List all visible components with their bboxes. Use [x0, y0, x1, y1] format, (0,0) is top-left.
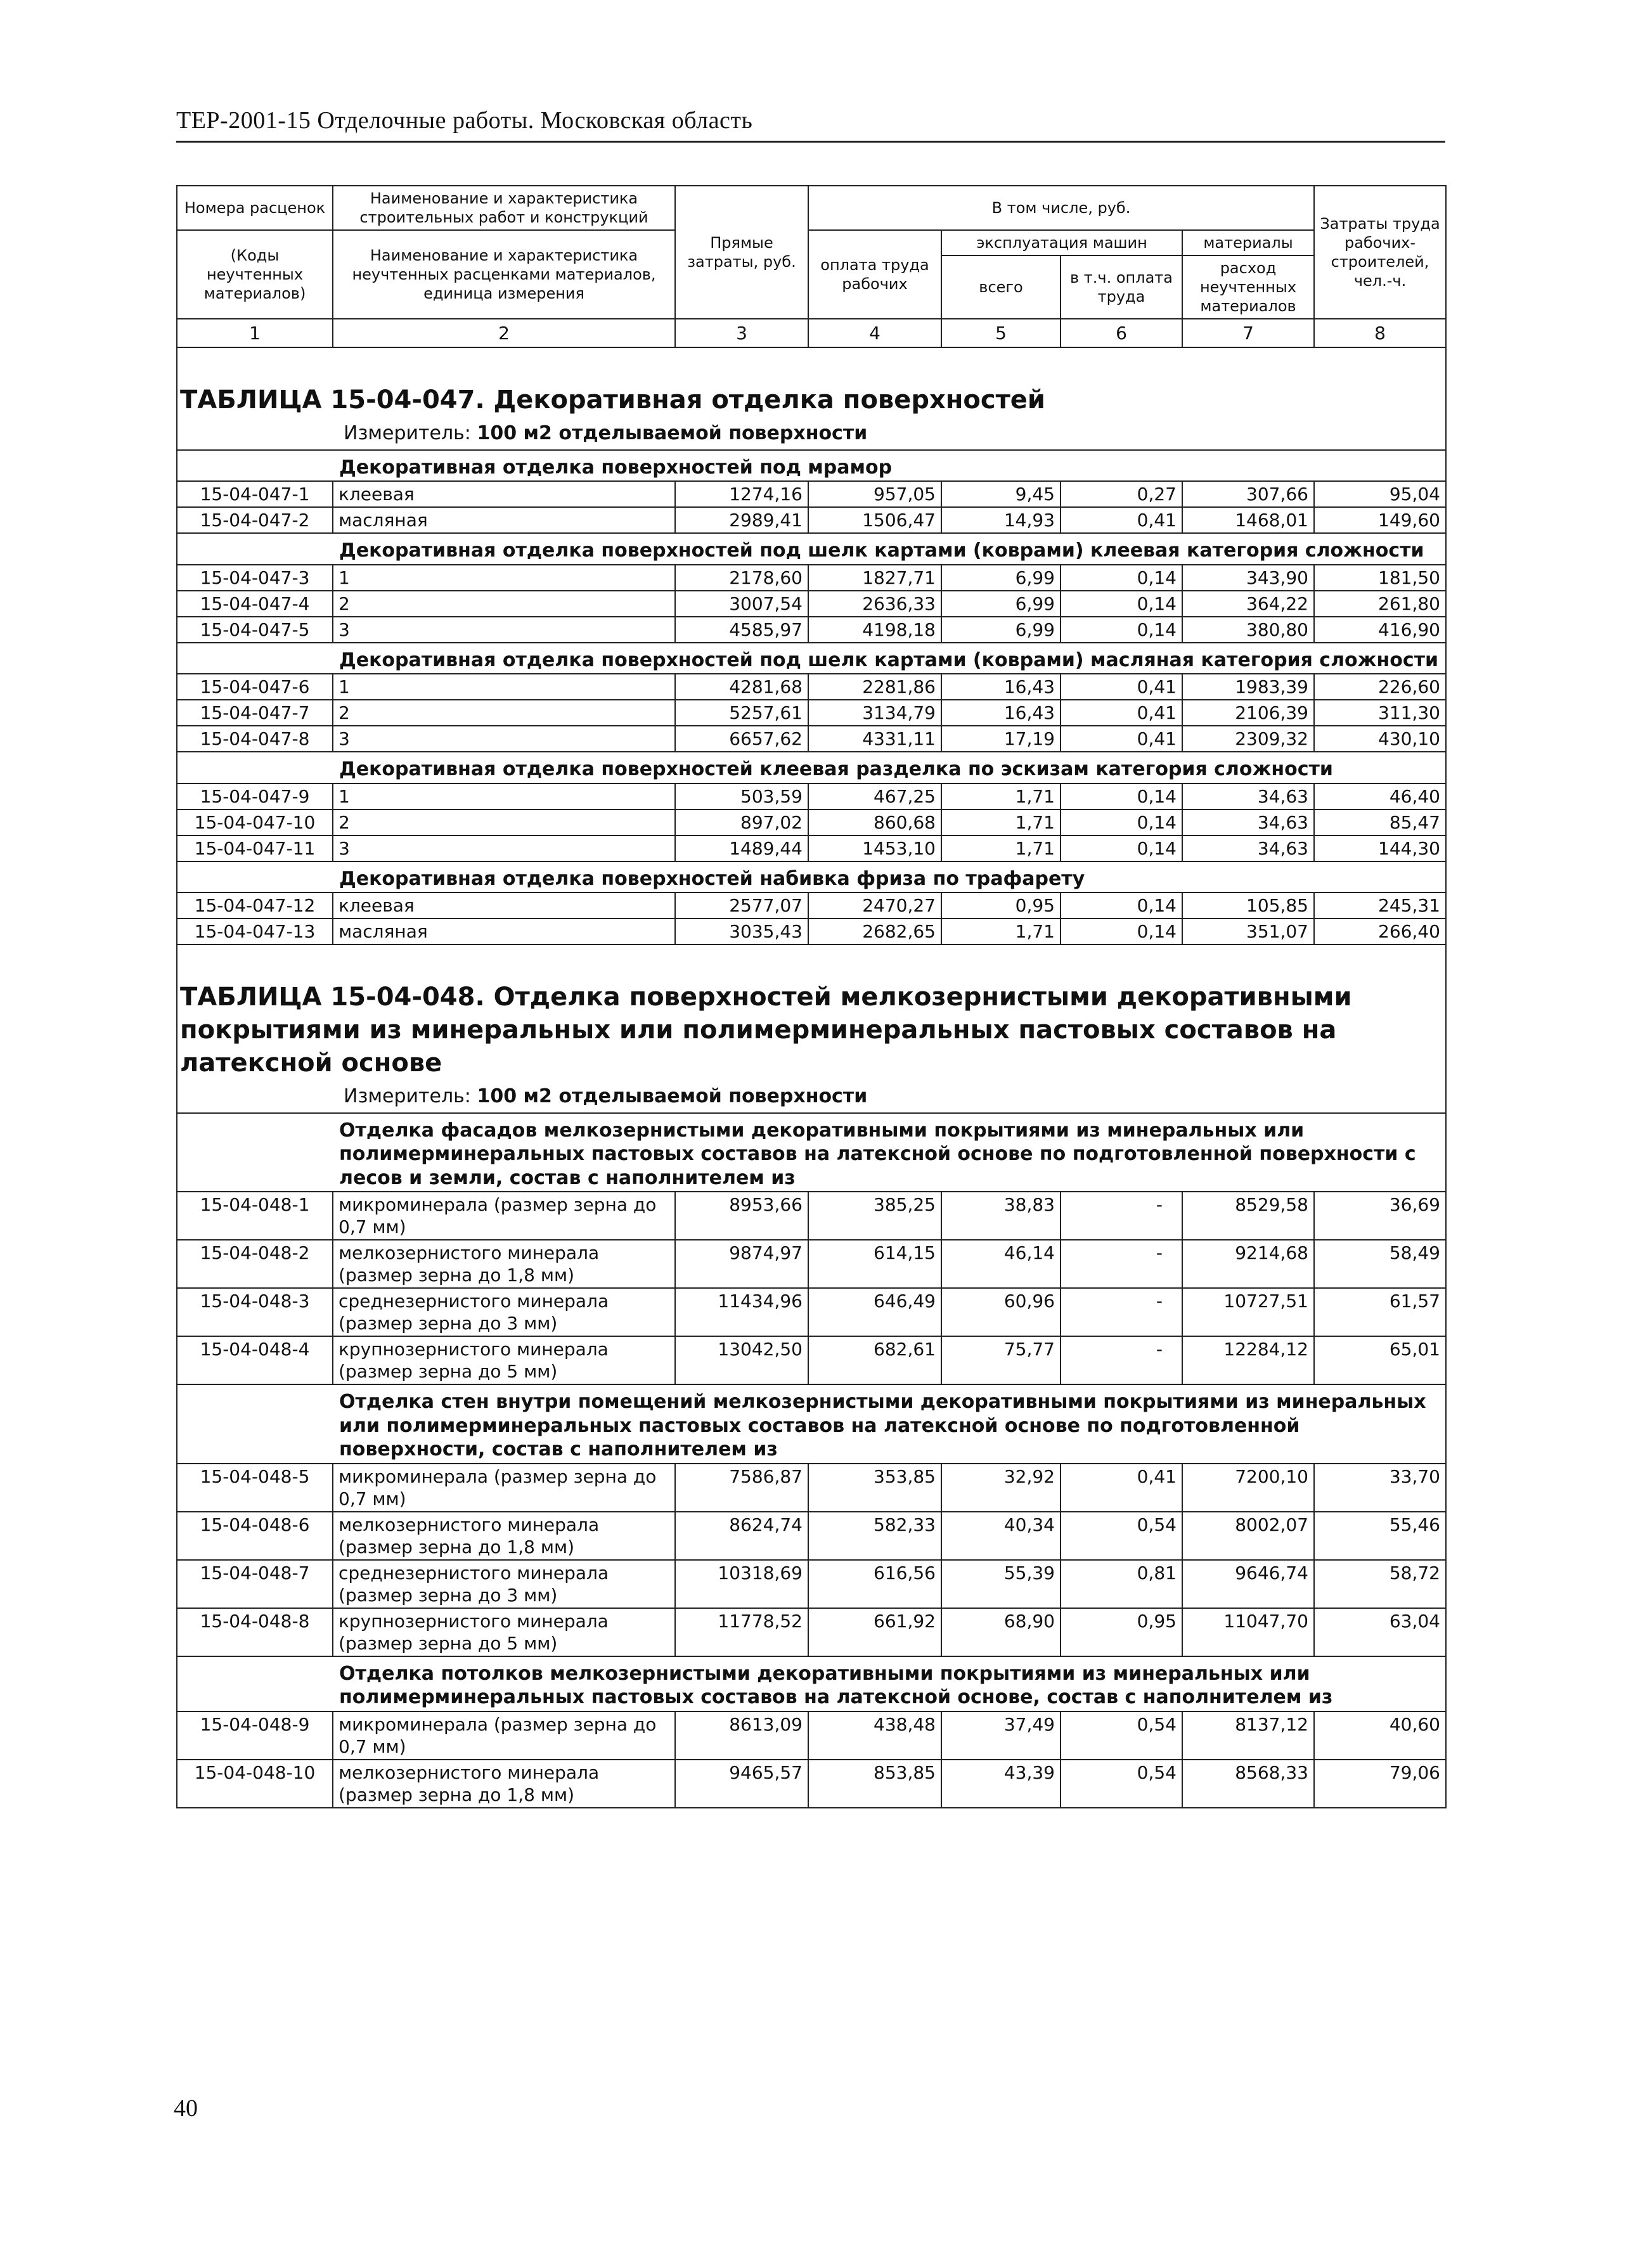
direct-costs: 11778,52: [675, 1608, 808, 1656]
table-row: [177, 481, 1446, 507]
col-materials-header: материалы: [1182, 230, 1314, 255]
machines-total: 0,95: [941, 892, 1061, 918]
machines-total: 1,71: [941, 918, 1061, 944]
direct-costs: 4585,97: [675, 617, 808, 643]
machines-wages: 0,81: [1061, 1560, 1182, 1608]
machines-wages: 0,14: [1061, 892, 1182, 918]
rate-code: 15-04-047-7: [177, 700, 333, 726]
wages: 2281,86: [808, 674, 941, 700]
section-header: [177, 533, 1446, 565]
rate-code: 15-04-047-5: [177, 617, 333, 643]
col-number: 8: [1314, 319, 1446, 347]
table-gap: [177, 348, 1446, 375]
direct-costs: 1489,44: [675, 835, 808, 861]
materials: 9214,68: [1182, 1240, 1314, 1288]
rate-code: 15-04-047-11: [177, 835, 333, 861]
wages: 385,25: [808, 1192, 941, 1240]
machines-wages: 0,41: [1061, 1464, 1182, 1512]
direct-costs: 8953,66: [675, 1192, 808, 1240]
rate-code: 15-04-047-9: [177, 783, 333, 809]
materials: 10727,51: [1182, 1288, 1314, 1336]
labor-hours: 430,10: [1314, 726, 1446, 752]
labor-hours: 226,60: [1314, 674, 1446, 700]
wages: 853,85: [808, 1760, 941, 1808]
machines-wages: 0,14: [1061, 835, 1182, 861]
machines-total: 6,99: [941, 617, 1061, 643]
table-row: [177, 726, 1446, 752]
table-row: [177, 617, 1446, 643]
direct-costs: 10318,69: [675, 1560, 808, 1608]
wages: 467,25: [808, 783, 941, 809]
labor-hours: 46,40: [1314, 783, 1446, 809]
machines-total: 46,14: [941, 1240, 1061, 1288]
rate-code: 15-04-048-9: [177, 1711, 333, 1760]
direct-costs: 897,02: [675, 809, 808, 835]
table-row: [177, 1336, 1446, 1384]
work-name: 1: [333, 783, 675, 809]
work-name: 2: [333, 809, 675, 835]
table-row: [177, 1288, 1446, 1336]
machines-wages: 0,54: [1061, 1512, 1182, 1560]
wages: 438,48: [808, 1711, 941, 1760]
measure-row: [177, 419, 1446, 450]
direct-costs: 2178,60: [675, 565, 808, 591]
direct-costs: 9874,97: [675, 1240, 808, 1288]
machines-total: 32,92: [941, 1464, 1061, 1512]
col-labor-header: Затраты труда рабочих-строителей, чел.-ч.: [1314, 186, 1446, 319]
rate-code: 15-04-047-3: [177, 565, 333, 591]
wages: 353,85: [808, 1464, 941, 1512]
rate-code: 15-04-048-1: [177, 1192, 333, 1240]
machines-total: 1,71: [941, 835, 1061, 861]
col-material-name-header: Наименование и характеристика неучтенных расценками материалов, единица измерения: [333, 230, 675, 319]
measure-value: 100 м2 отделываемой поверхности: [477, 1085, 868, 1107]
table-row: [177, 783, 1446, 809]
machines-wages: 0,14: [1061, 918, 1182, 944]
work-name: среднезернистого минерала (размер зерна до 3 мм): [333, 1288, 675, 1336]
table-row: [177, 591, 1446, 617]
machines-wages: 0,14: [1061, 617, 1182, 643]
labor-hours: 40,60: [1314, 1711, 1446, 1760]
wages: 646,49: [808, 1288, 941, 1336]
col-number: 1: [177, 319, 333, 347]
labor-hours: 79,06: [1314, 1760, 1446, 1808]
table-row: [177, 700, 1446, 726]
table-row: [177, 507, 1446, 533]
labor-hours: 85,47: [1314, 809, 1446, 835]
col-unaccounted-materials-header: расход неучтенных материалов: [1182, 255, 1314, 319]
col-number: 2: [333, 319, 675, 347]
work-name: 1: [333, 565, 675, 591]
wages: 3134,79: [808, 700, 941, 726]
machines-total: 17,19: [941, 726, 1061, 752]
col-machines-header: эксплуатация машин: [941, 230, 1182, 255]
machines-wages: -: [1061, 1240, 1182, 1288]
section-header: [177, 1113, 1446, 1192]
direct-costs: 4281,68: [675, 674, 808, 700]
materials: 2309,32: [1182, 726, 1314, 752]
labor-hours: 61,57: [1314, 1288, 1446, 1336]
table-title-row: [177, 972, 1446, 1082]
rate-code: 15-04-047-8: [177, 726, 333, 752]
materials: 351,07: [1182, 918, 1314, 944]
work-name: мелкозернистого минерала (размер зерна до 1,8 мм): [333, 1760, 675, 1808]
materials: 9646,74: [1182, 1560, 1314, 1608]
machines-wages: 0,54: [1061, 1711, 1182, 1760]
labor-hours: 36,69: [1314, 1192, 1446, 1240]
table-row: [177, 1711, 1446, 1760]
work-name: крупнозернистого минерала (размер зерна до 5 мм): [333, 1336, 675, 1384]
rate-code: 15-04-048-2: [177, 1240, 333, 1288]
rate-code: 15-04-047-10: [177, 809, 333, 835]
col-number: 3: [675, 319, 808, 347]
table-row: [177, 1512, 1446, 1560]
table-gap: [177, 944, 1446, 972]
work-name: микроминерала (размер зерна до 0,7 мм): [333, 1192, 675, 1240]
col-number: 6: [1061, 319, 1182, 347]
machines-wages: 0,14: [1061, 809, 1182, 835]
table-row: [177, 1560, 1446, 1608]
wages: 4331,11: [808, 726, 941, 752]
materials: 8568,33: [1182, 1760, 1314, 1808]
rate-code: 15-04-047-13: [177, 918, 333, 944]
col-codes-header: Номера расценок: [177, 186, 333, 230]
direct-costs: 3035,43: [675, 918, 808, 944]
machines-total: 1,71: [941, 783, 1061, 809]
wages: 1827,71: [808, 565, 941, 591]
direct-costs: 11434,96: [675, 1288, 808, 1336]
direct-costs: 13042,50: [675, 1336, 808, 1384]
machines-total: 6,99: [941, 565, 1061, 591]
col-material-codes-header: (Коды неучтенных материалов): [177, 230, 333, 319]
rate-code: 15-04-047-12: [177, 892, 333, 918]
table-row: [177, 1760, 1446, 1808]
section-title: Декоративная отделка поверхностей под мрамор: [333, 450, 1446, 482]
machines-total: 40,34: [941, 1512, 1061, 1560]
materials: 380,80: [1182, 617, 1314, 643]
table-title: ТАБЛИЦА 15-04-048. Отделка поверхностей мелкозернистыми декоративными покрытиями из минеральных или полимерминеральных пастовых составов на латексной основе: [180, 983, 1352, 1078]
direct-costs: 1274,16: [675, 481, 808, 507]
machines-wages: 0,27: [1061, 481, 1182, 507]
machines-total: 9,45: [941, 481, 1061, 507]
materials: 34,63: [1182, 809, 1314, 835]
wages: 860,68: [808, 809, 941, 835]
section-title: Отделка фасадов мелкозернистыми декоративными покрытиями из минеральных или полимерминеральных пастовых составов на латексной основе по подготовленной поверхности с лесов и земли, состав с наполнителем из: [333, 1113, 1446, 1192]
section-title: Отделка стен внутри помещений мелкозернистыми декоративными покрытиями из минеральных или полимерминеральных пастовых составов на латексной основе по подготовленной поверхности, состав с наполнителем из: [333, 1384, 1446, 1464]
work-name: микроминерала (размер зерна до 0,7 мм): [333, 1464, 675, 1512]
table-row: [177, 892, 1446, 918]
machines-wages: 0,14: [1061, 565, 1182, 591]
work-name: клеевая: [333, 892, 675, 918]
wages: 957,05: [808, 481, 941, 507]
machines-wages: 0,41: [1061, 507, 1182, 533]
materials: 8002,07: [1182, 1512, 1314, 1560]
col-machines-total-header: всего: [941, 255, 1061, 319]
materials: 11047,70: [1182, 1608, 1314, 1656]
measure-row: [177, 1082, 1446, 1113]
wages: 582,33: [808, 1512, 941, 1560]
rate-code: 15-04-047-2: [177, 507, 333, 533]
rate-code: 15-04-048-5: [177, 1464, 333, 1512]
measure-label: Измеритель:: [344, 422, 471, 444]
work-name: 3: [333, 726, 675, 752]
materials: 8137,12: [1182, 1711, 1314, 1760]
machines-wages: 0,14: [1061, 591, 1182, 617]
machines-total: 1,71: [941, 809, 1061, 835]
wages: 614,15: [808, 1240, 941, 1288]
machines-wages: 0,14: [1061, 783, 1182, 809]
table-row: [177, 809, 1446, 835]
materials: 1468,01: [1182, 507, 1314, 533]
rate-code: 15-04-048-8: [177, 1608, 333, 1656]
machines-total: 75,77: [941, 1336, 1061, 1384]
price-table-sheet: [176, 185, 1445, 1808]
section-title: Декоративная отделка поверхностей под шелк картами (коврами) масляная категория сложности: [333, 643, 1446, 674]
labor-hours: 311,30: [1314, 700, 1446, 726]
table-title-row: [177, 375, 1446, 419]
measure-label: Измеритель:: [344, 1085, 471, 1107]
direct-costs: 7586,87: [675, 1464, 808, 1512]
col-machines-wages-header: в т.ч. оплата труда: [1061, 255, 1182, 319]
table-row: [177, 565, 1446, 591]
rate-code: 15-04-048-6: [177, 1512, 333, 1560]
work-name: 3: [333, 617, 675, 643]
rate-code: 15-04-047-6: [177, 674, 333, 700]
direct-costs: 2989,41: [675, 507, 808, 533]
labor-hours: 58,49: [1314, 1240, 1446, 1288]
col-number: 4: [808, 319, 941, 347]
labor-hours: 33,70: [1314, 1464, 1446, 1512]
wages: 2636,33: [808, 591, 941, 617]
section-title: Декоративная отделка поверхностей клеевая разделка по эскизам категория сложности: [333, 752, 1446, 783]
materials: 364,22: [1182, 591, 1314, 617]
col-number: 7: [1182, 319, 1314, 347]
work-name: микроминерала (размер зерна до 0,7 мм): [333, 1711, 675, 1760]
work-name: 1: [333, 674, 675, 700]
machines-wages: 0,41: [1061, 726, 1182, 752]
rate-code: 15-04-048-7: [177, 1560, 333, 1608]
col-name-header: Наименование и характеристика строительных работ и конструкций: [333, 186, 675, 230]
column-header-table: [176, 185, 1447, 348]
rate-code: 15-04-048-10: [177, 1760, 333, 1808]
col-wages-header: оплата труда рабочих: [808, 230, 941, 319]
materials: 7200,10: [1182, 1464, 1314, 1512]
materials: 2106,39: [1182, 700, 1314, 726]
labor-hours: 149,60: [1314, 507, 1446, 533]
direct-costs: 503,59: [675, 783, 808, 809]
col-direct-costs-header: Прямые затраты, руб.: [675, 186, 808, 319]
labor-hours: 63,04: [1314, 1608, 1446, 1656]
table-row: [177, 918, 1446, 944]
machines-total: 38,83: [941, 1192, 1061, 1240]
labor-hours: 245,31: [1314, 892, 1446, 918]
materials: 105,85: [1182, 892, 1314, 918]
work-name: мелкозернистого минерала (размер зерна до 1,8 мм): [333, 1240, 675, 1288]
machines-wages: 0,95: [1061, 1608, 1182, 1656]
machines-total: 55,39: [941, 1560, 1061, 1608]
labor-hours: 181,50: [1314, 565, 1446, 591]
labor-hours: 144,30: [1314, 835, 1446, 861]
measure-value: 100 м2 отделываемой поверхности: [477, 422, 868, 444]
rate-code: 15-04-048-3: [177, 1288, 333, 1336]
work-name: 2: [333, 700, 675, 726]
col-group-header: В том числе, руб.: [808, 186, 1314, 230]
labor-hours: 261,80: [1314, 591, 1446, 617]
section-header: [177, 752, 1446, 783]
work-name: крупнозернистого минерала (размер зерна до 5 мм): [333, 1608, 675, 1656]
table-title: ТАБЛИЦА 15-04-047. Декоративная отделка поверхностей: [180, 385, 1045, 415]
direct-costs: 2577,07: [675, 892, 808, 918]
rate-code: 15-04-047-4: [177, 591, 333, 617]
materials: 34,63: [1182, 783, 1314, 809]
direct-costs: 6657,62: [675, 726, 808, 752]
materials: 343,90: [1182, 565, 1314, 591]
direct-costs: 8624,74: [675, 1512, 808, 1560]
wages: 661,92: [808, 1608, 941, 1656]
section-title: Декоративная отделка поверхностей под шелк картами (коврами) клеевая категория сложности: [333, 533, 1446, 565]
rate-code: 15-04-047-1: [177, 481, 333, 507]
table-row: [177, 1240, 1446, 1288]
labor-hours: 65,01: [1314, 1336, 1446, 1384]
wages: 1506,47: [808, 507, 941, 533]
materials: 307,66: [1182, 481, 1314, 507]
machines-wages: -: [1061, 1336, 1182, 1384]
machines-total: 60,96: [941, 1288, 1061, 1336]
materials: 1983,39: [1182, 674, 1314, 700]
section-header: [177, 1384, 1446, 1464]
materials: 12284,12: [1182, 1336, 1314, 1384]
wages: 2470,27: [808, 892, 941, 918]
table-row: [177, 835, 1446, 861]
machines-total: 43,39: [941, 1760, 1061, 1808]
table-row: [177, 1464, 1446, 1512]
col-number: 5: [941, 319, 1061, 347]
labor-hours: 55,46: [1314, 1512, 1446, 1560]
direct-costs: 3007,54: [675, 591, 808, 617]
direct-costs: 5257,61: [675, 700, 808, 726]
wages: 682,61: [808, 1336, 941, 1384]
direct-costs: 9465,57: [675, 1760, 808, 1808]
wages: 1453,10: [808, 835, 941, 861]
section-header: [177, 861, 1446, 893]
work-name: 3: [333, 835, 675, 861]
work-name: масляная: [333, 507, 675, 533]
page-number: 40: [174, 2095, 198, 2122]
machines-total: 16,43: [941, 674, 1061, 700]
page-header: ТЕР-2001-15 Отделочные работы. Московская область: [176, 106, 1445, 143]
machines-wages: 0,41: [1061, 674, 1182, 700]
table-row: [177, 1608, 1446, 1656]
labor-hours: 266,40: [1314, 918, 1446, 944]
rates-table: [176, 348, 1447, 1808]
section-header: [177, 1656, 1446, 1711]
machines-wages: -: [1061, 1192, 1182, 1240]
machines-wages: 0,54: [1061, 1760, 1182, 1808]
section-header: [177, 643, 1446, 674]
materials: 34,63: [1182, 835, 1314, 861]
work-name: клеевая: [333, 481, 675, 507]
wages: 616,56: [808, 1560, 941, 1608]
direct-costs: 8613,09: [675, 1711, 808, 1760]
materials: 8529,58: [1182, 1192, 1314, 1240]
wages: 4198,18: [808, 617, 941, 643]
table-row: [177, 1192, 1446, 1240]
machines-total: 14,93: [941, 507, 1061, 533]
labor-hours: 95,04: [1314, 481, 1446, 507]
labor-hours: 416,90: [1314, 617, 1446, 643]
machines-wages: -: [1061, 1288, 1182, 1336]
work-name: масляная: [333, 918, 675, 944]
section-title: Отделка потолков мелкозернистыми декоративными покрытиями из минеральных или полимерминеральных пастовых составов на латексной основе, состав с наполнителем из: [333, 1656, 1446, 1711]
wages: 2682,65: [808, 918, 941, 944]
machines-total: 16,43: [941, 700, 1061, 726]
table-row: [177, 674, 1446, 700]
section-title: Декоративная отделка поверхностей набивка фриза по трафарету: [333, 861, 1446, 893]
machines-wages: 0,41: [1061, 700, 1182, 726]
machines-total: 68,90: [941, 1608, 1061, 1656]
section-header: [177, 450, 1446, 482]
labor-hours: 58,72: [1314, 1560, 1446, 1608]
rate-code: 15-04-048-4: [177, 1336, 333, 1384]
work-name: 2: [333, 591, 675, 617]
work-name: мелкозернистого минерала (размер зерна до 1,8 мм): [333, 1512, 675, 1560]
machines-total: 6,99: [941, 591, 1061, 617]
machines-total: 37,49: [941, 1711, 1061, 1760]
work-name: среднезернистого минерала (размер зерна до 3 мм): [333, 1560, 675, 1608]
